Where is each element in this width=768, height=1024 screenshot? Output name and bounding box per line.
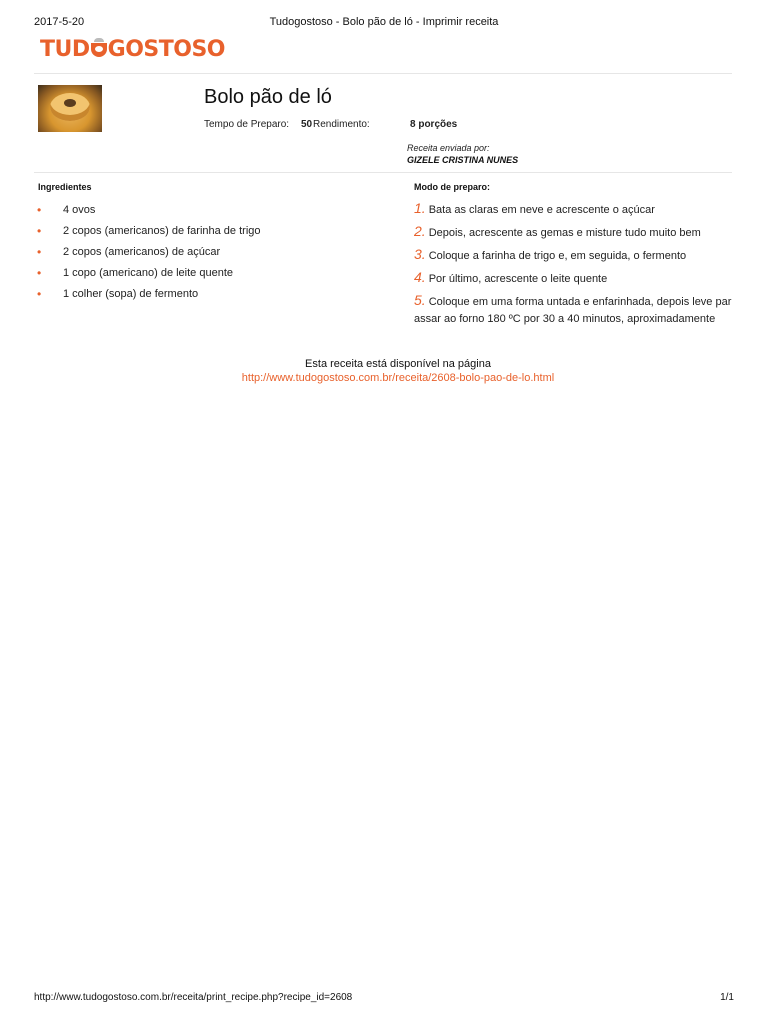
bullet-icon: • (37, 266, 42, 280)
yield-value: 8 porções (410, 119, 458, 130)
ingredient-text: 4 ovos (63, 204, 96, 216)
recipe-source-link[interactable]: http://www.tudogostoso.com.br/receita/2608-bolo-pao-de-lo.html (241, 372, 555, 384)
step-text: Coloque em uma forma untada e enfarinhada, depois leve par assar ao forno 180 ºC por 30 a 40 minutos, aproximadamente (414, 296, 732, 325)
step-item (414, 292, 734, 328)
ingredient-text: 2 copos (americanos) de farinha de trigo (63, 225, 261, 237)
print-url: http://www.tudogostoso.com.br/receita/print_recipe.php?recipe_id=2608 (34, 992, 353, 1003)
step-text: Coloque a farinha de trigo e, em seguida, o fermento (428, 250, 687, 262)
bullet-icon: • (37, 287, 42, 301)
list-item (36, 243, 376, 264)
tudogostoso-logo[interactable] (40, 37, 225, 63)
print-header (34, 16, 734, 32)
list-item (36, 264, 376, 285)
print-footer (34, 992, 734, 1006)
cooking-pot-icon (91, 43, 107, 57)
page-number: 1/1 (720, 992, 734, 1003)
list-item (36, 285, 376, 306)
bullet-icon: • (37, 224, 42, 238)
steps-heading: Modo de preparo: (414, 182, 490, 192)
ingredient-text: 2 copos (americanos) de açúcar (63, 246, 221, 258)
print-date: 2017-5-20 (34, 16, 85, 28)
logo-text-right: GOSTOSO (107, 37, 226, 62)
bullet-icon: • (37, 203, 42, 217)
bullet-icon: • (37, 245, 42, 259)
author-label: Receita enviada por: (407, 143, 490, 153)
steps-list (414, 200, 734, 332)
logo-text-left: TUD (40, 37, 90, 62)
step-number: 4. (414, 269, 426, 285)
ingredients-list (36, 201, 376, 306)
step-number: 5. (414, 292, 426, 308)
divider-top (34, 73, 732, 74)
step-number: 3. (414, 246, 426, 262)
prep-time-value: 50 (301, 119, 313, 130)
step-item (414, 269, 734, 288)
recipe-photo (38, 85, 102, 132)
step-number: 2. (414, 223, 426, 239)
step-item (414, 246, 734, 265)
list-item (36, 222, 376, 243)
step-text: Bata as claras em neve e acrescente o açúcar (428, 204, 655, 216)
step-text: Por último, acrescente o leite quente (428, 273, 608, 285)
recipe-title: Bolo pão de ló (204, 86, 332, 108)
step-item (414, 200, 734, 219)
ingredients-heading: Ingredientes (38, 182, 92, 192)
yield-label: Rendimento: (313, 119, 370, 130)
ingredient-text: 1 colher (sopa) de fermento (63, 288, 199, 300)
author-name: GIZELE CRISTINA NUNES (407, 155, 519, 165)
step-item (414, 223, 734, 242)
prep-time-label: Tempo de Preparo: (204, 119, 290, 130)
step-text: Depois, acrescente as gemas e misture tudo muito bem (428, 227, 701, 239)
availability-note: Esta receita está disponível na página (305, 358, 491, 370)
ingredient-text: 1 copo (americano) de leite quente (63, 267, 233, 279)
list-item (36, 201, 376, 222)
step-number: 1. (414, 200, 426, 216)
print-document-title: Tudogostoso - Bolo pão de ló - Imprimir receita (269, 16, 499, 28)
divider-middle (34, 172, 732, 173)
